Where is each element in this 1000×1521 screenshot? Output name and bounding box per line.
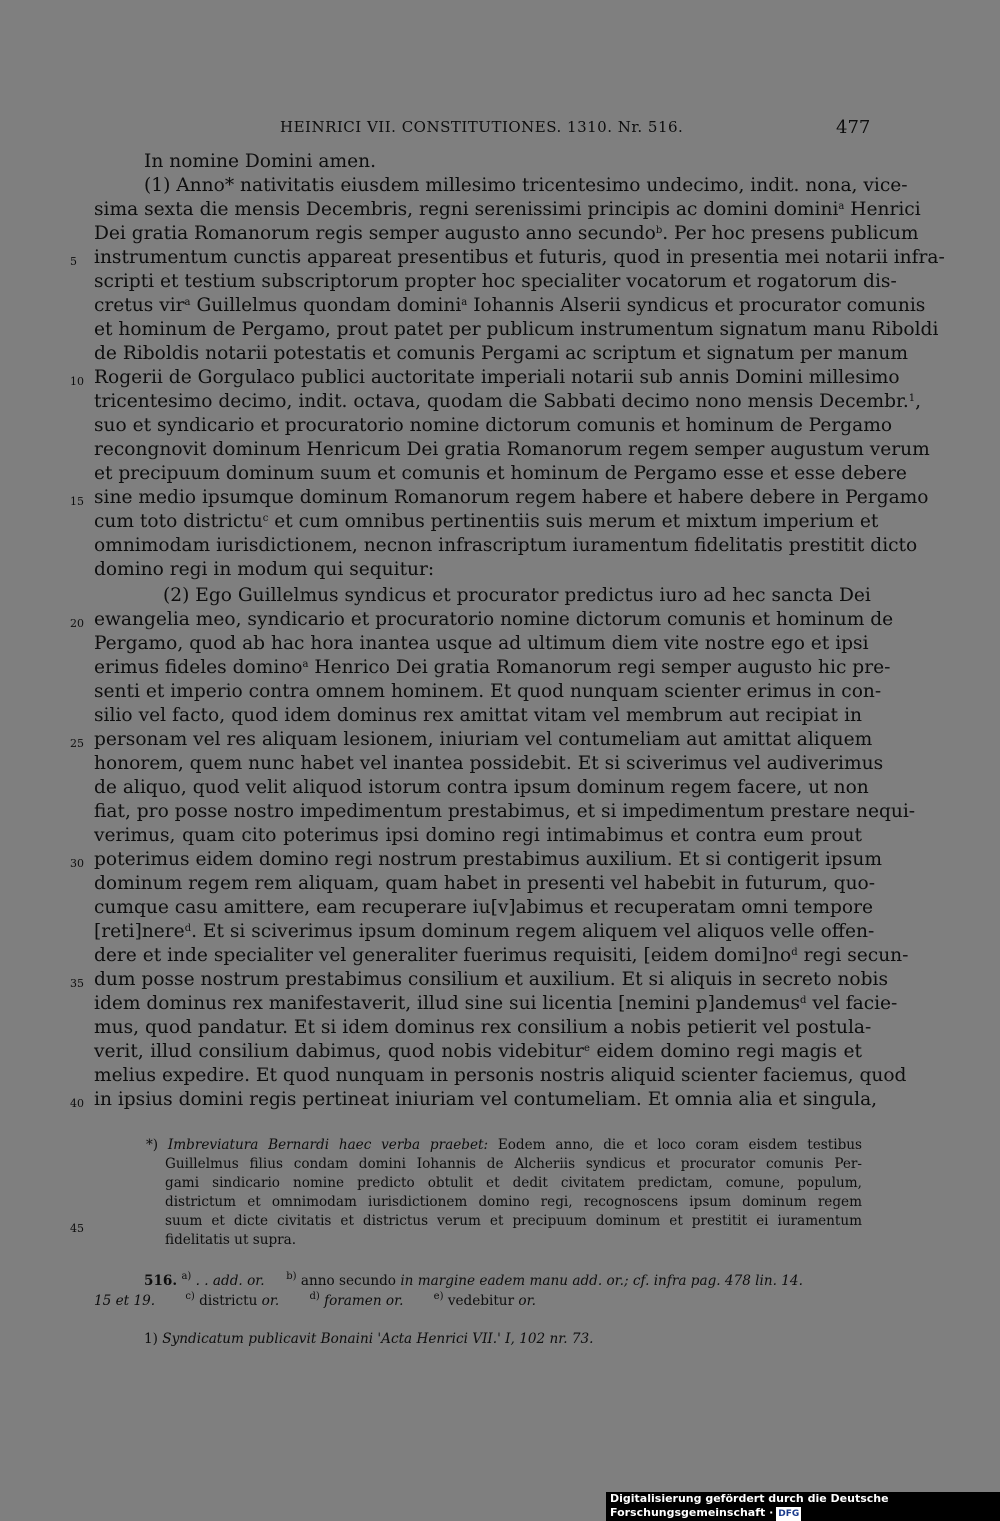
- text-line: ewangelia meo, syndicario et procuratorio nomine dictorum comunis et hominum de: [94, 609, 894, 630]
- footnote-line: gami sindicario nomine predicto obtulit et dedit civitatem predictam, comune, populum,: [165, 1175, 862, 1191]
- text-line: scripti et testium subscriptorum propter hoc specialiter vocatorum et rogatorum dis-: [94, 271, 897, 292]
- line-number: 10: [70, 375, 84, 388]
- text-line: omnimodam iurisdictionem, necnon infrascriptum iuramentum fidelitatis prestitit dicto: [94, 535, 918, 556]
- text-line: sine medio ipsumque dominum Romanorum regem habere et habere debere in Pergamo: [94, 487, 929, 508]
- line-number: 40: [70, 1097, 84, 1110]
- text-line: (2) Ego Guillelmus syndicus et procurator predictus iuro ad hec sancta Dei: [163, 585, 871, 606]
- text-line: in ipsius domini regis pertineat iniuriam vel contumeliam. Et omnia alia et singula,: [94, 1089, 878, 1110]
- text-line: cum toto districtu$^c$ et cum omnibus pertinentiis suis merum et mixtum imperium et: [94, 511, 879, 532]
- text-line: suo et syndicario et procuratorio nomine dictorum comunis et hominum de Pergamo: [94, 415, 893, 436]
- text-line: de aliquo, quod velit aliquod istorum contra ipsum dominum regem facere, ut non: [94, 777, 869, 798]
- text-line: poterimus eidem domino regi nostrum prestabimus auxilium. Et si contigerit ipsum: [94, 849, 882, 870]
- digitization-credit: Digitalisierung gefördert durch die Deutsche Forschungsgemeinschaft · DFG: [606, 1492, 1000, 1521]
- line-number: 5: [70, 255, 77, 268]
- text-line: honorem, quem nunc habet vel inantea possidebit. Et si sciverimus vel audiverimus: [94, 753, 884, 774]
- text-line: dum posse nostrum prestabimus consilium et auxilium. Et si aliquis in secreto nobis: [94, 969, 889, 990]
- text-line: dere et inde specialiter vel generaliter fuerimus requisiti, [eidem $domi]no^d$ regi secun-: [94, 945, 909, 966]
- footnote-line: districtum et omnimodam iurisdictionem domino regi, recognoscens ipsum dominum regem: [165, 1194, 862, 1210]
- text-line: tricentesimo decimo, indit. octava, quodam die Sabbati decimo nono mensis Decembr.$^1$,: [94, 391, 922, 412]
- line-number: 15: [70, 495, 84, 508]
- text-line: cumque casu amittere, eam recuperare iu[v]abimus et recuperatam omni tempore: [94, 897, 873, 918]
- text-line: erimus fideles domino$^a$ Henrico Dei gratia Romanorum regi semper augusto hic pre-: [94, 657, 891, 678]
- footnote-line: *) Imbreviatura Bernardi haec verba praebet: Eodem anno, die et loco coram eisdem testibus: [146, 1137, 863, 1153]
- text-line: Pergamo, quod ab hac hora inantea usque ad ultimum diem vite nostre ego et ipsi: [94, 633, 869, 654]
- running-title: HEINRICI VII. CONSTITUTIONES. 1310. Nr. 516.: [280, 118, 684, 136]
- text-line: (1) Anno* nativitatis eiusdem millesimo tricentesimo undecimo, indit. nona, vice-: [144, 175, 908, 196]
- apparatus-line: 516. $^{a)}$ . . add. or. $^{b)}$ anno secundo in margine eadem manu add. or.; cf. infra pag. 478 lin. 14.: [144, 1271, 803, 1289]
- dfg-logo: DFG: [778, 1509, 800, 1519]
- text-line: sima sexta die mensis Decembris, regni serenissimi principis ac domini domini$^a$ Henrici: [94, 199, 921, 220]
- text-line: domino regi in modum qui sequitur:: [94, 559, 435, 580]
- text-line: [reti]nere$^d$. Et si sciverimus ipsum dominum regem aliquem vel aliquos velle offen-: [94, 921, 875, 942]
- text-line: Dei gratia Romanorum regis semper augusto anno secundo$^b$. Per hoc presens publicum: [94, 223, 919, 244]
- text-line: verit, illud consilium dabimus, quod nobis videbitur$^e$ eidem domino regi magis et: [94, 1041, 862, 1062]
- text-line: senti et imperio contra omnem hominem. Et quod nunquam scienter erimus in con-: [94, 681, 882, 702]
- text-line: verimus, quam cito poterimus ipsi domino regi intimabimus et contra eum prout: [94, 825, 862, 846]
- footnote-line: suum et dicte civitatis et districtus verum et precipuum dominum et prestitit ei iuramentum: [165, 1213, 862, 1229]
- line-number: 30: [70, 857, 84, 870]
- text-line: melius expedire. Et quod nunquam in personis nostris aliquid scienter faciemus, quod: [94, 1065, 907, 1086]
- page-number: 477: [836, 117, 871, 138]
- text-line: et precipuum dominum suum et comunis et hominum de Pergamo esse et esse debere: [94, 463, 907, 484]
- apparatus-line: 15 et 19. $^{c)}$ districtu or. $^{d)}$ foramen or. $^{e)}$ vedebitur or.: [94, 1291, 536, 1309]
- text-line: personam vel res aliquam lesionem, iniuriam vel contumeliam aut amittat aliquem: [94, 729, 873, 750]
- text-line: idem dominus rex manifestaverit, illud sine sui licentia [nemini p]andemus$^d$ vel facie-: [94, 993, 898, 1014]
- text-line: silio vel facto, quod idem dominus rex amittat vitam vel membrum aut recipiat in: [94, 705, 862, 726]
- text-line: recongnovit dominum Henricum Dei gratia Romanorum regem semper augustum verum: [94, 439, 930, 460]
- text-line: dominum regem rem aliquam, quam habet in presenti vel habebit in futurum, quo-: [94, 873, 876, 894]
- text-line: Rogerii de Gorgulaco publici auctoritate imperiali notarii sub annis Domini millesimo: [94, 367, 900, 388]
- footnote-1: 1) Syndicatum publicavit Bonaini 'Acta Henrici VII.' I, 102 nr. 73.: [144, 1331, 594, 1347]
- text-line: et hominum de Pergamo, prout patet per publicum instrumentum signatum manu Riboldi: [94, 319, 939, 340]
- text-line: instrumentum cunctis appareat presentibus et futuris, quod in presentia mei notarii infra-: [94, 247, 945, 268]
- text-line: cretus vir$^a$ Guillelmus quondam domini$^a$ Iohannis Alserii syndicus et procurator comunis: [94, 295, 926, 316]
- text-line: mus, quod pandatur. Et si idem dominus rex consilium a nobis petierit vel postula-: [94, 1017, 872, 1038]
- line-number: 45: [70, 1222, 84, 1235]
- footnote-line: fidelitatis ut supra.: [165, 1232, 297, 1248]
- line-number: 20: [70, 617, 84, 630]
- text-line: de Riboldis notarii potestatis et comunis Pergami ac scriptum et signatum per manum: [94, 343, 909, 364]
- text-line: fiat, pro posse nostro impedimentum prestabimus, et si impedimentum prestare nequi-: [94, 801, 916, 822]
- line-number: 25: [70, 737, 84, 750]
- footnote-line: Guillelmus filius condam domini Iohannis de Alcheriis syndicus et procurator comunis Per-: [165, 1156, 862, 1172]
- text-line: In nomine Domini amen.: [144, 151, 376, 172]
- line-number: 35: [70, 977, 84, 990]
